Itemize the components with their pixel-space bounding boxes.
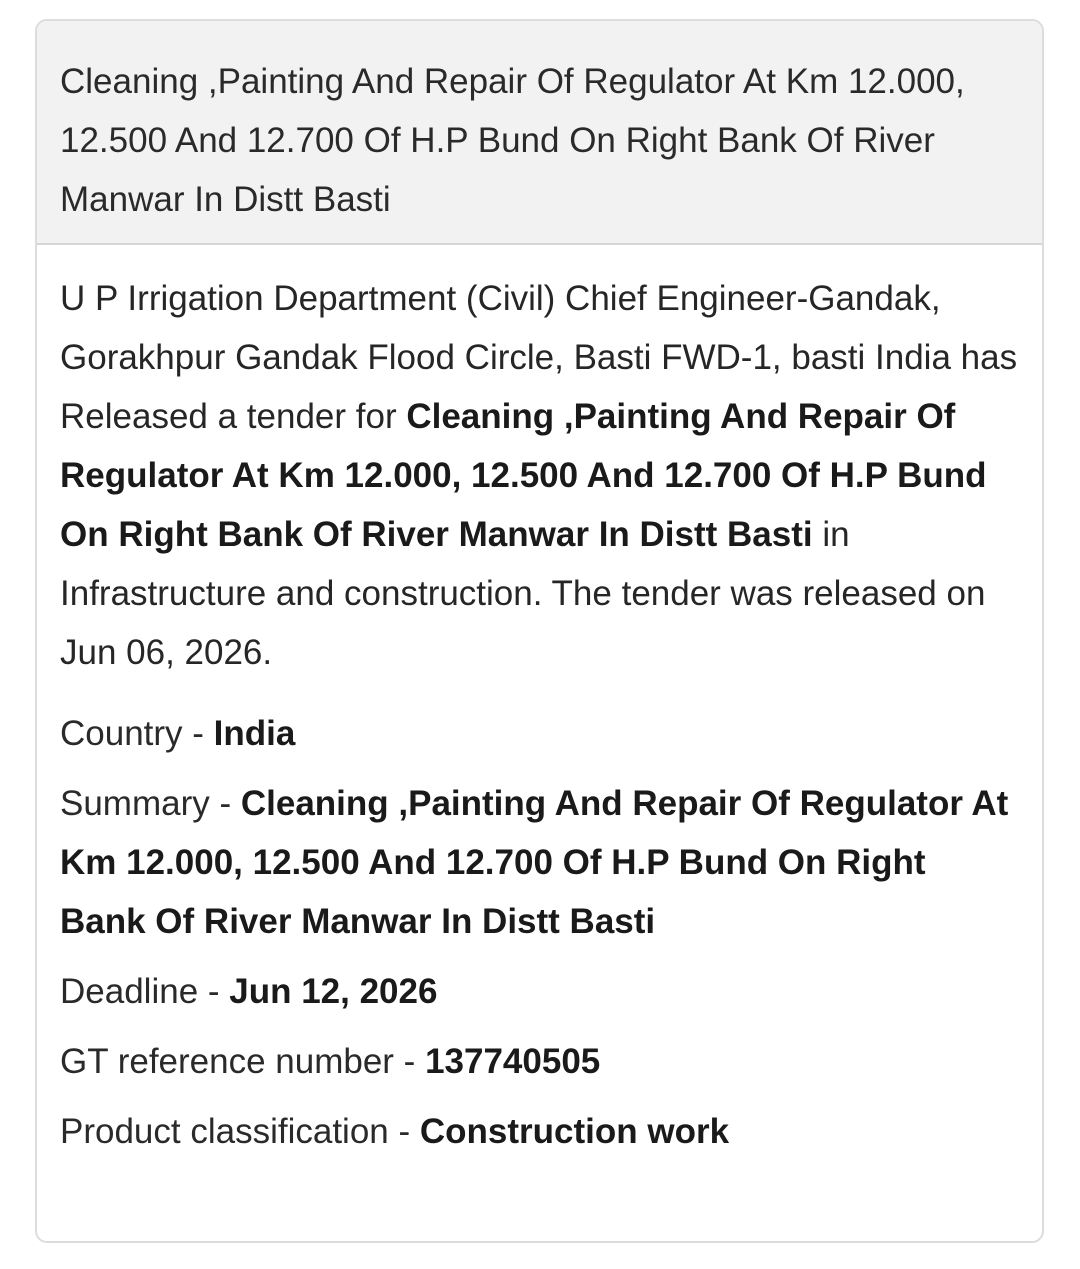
gt-reference-row xyxy=(60,1032,1020,1091)
country-row xyxy=(60,704,1020,763)
summary-label: Summary - xyxy=(60,784,241,823)
gt-reference-value: 137740505 xyxy=(425,1042,601,1081)
tender-details xyxy=(37,245,1042,1161)
product-classification-label: Product classification - xyxy=(60,1112,420,1151)
country-label: Country - xyxy=(60,714,214,753)
deadline-row xyxy=(60,962,1020,1021)
description-prefix: U P Irrigation Department (Civil) Chief Engineer-Gandak, Gorakhpur Gandak Flood Circle, Basti FWD-1, basti India has Released a tender for xyxy=(60,279,1018,436)
description-suffix: in Infrastructure and construction. The tender was released on Jun 06, 2026. xyxy=(60,515,986,672)
deadline-label: Deadline - xyxy=(60,972,230,1011)
deadline-value: Jun 12, 2026 xyxy=(229,972,438,1011)
tender-card xyxy=(35,19,1044,1243)
tender-title[interactable]: Cleaning ,Painting And Repair Of Regulator At Km 12.000, 12.500 And 12.700 Of H.P Bund On Right Bank Of River Manwar In Distt Basti xyxy=(60,62,965,219)
tender-title-header[interactable] xyxy=(37,21,1042,245)
country-value: India xyxy=(213,714,296,753)
summary-value: Cleaning ,Painting And Repair Of Regulator At Km 12.000, 12.500 And 12.700 Of H.P Bund On Right Bank Of River Manwar In Distt Basti xyxy=(60,784,1009,941)
summary-row xyxy=(60,774,1020,951)
product-classification-value: Construction work xyxy=(419,1112,730,1151)
description-tender-name: Cleaning ,Painting And Repair Of Regulator At Km 12.000, 12.500 And 12.700 Of H.P Bund On Right Bank Of River Manwar In Distt Basti xyxy=(60,397,987,554)
gt-reference-label: GT reference number - xyxy=(60,1042,426,1081)
tender-description xyxy=(60,269,1020,682)
product-classification-row xyxy=(60,1102,1020,1161)
